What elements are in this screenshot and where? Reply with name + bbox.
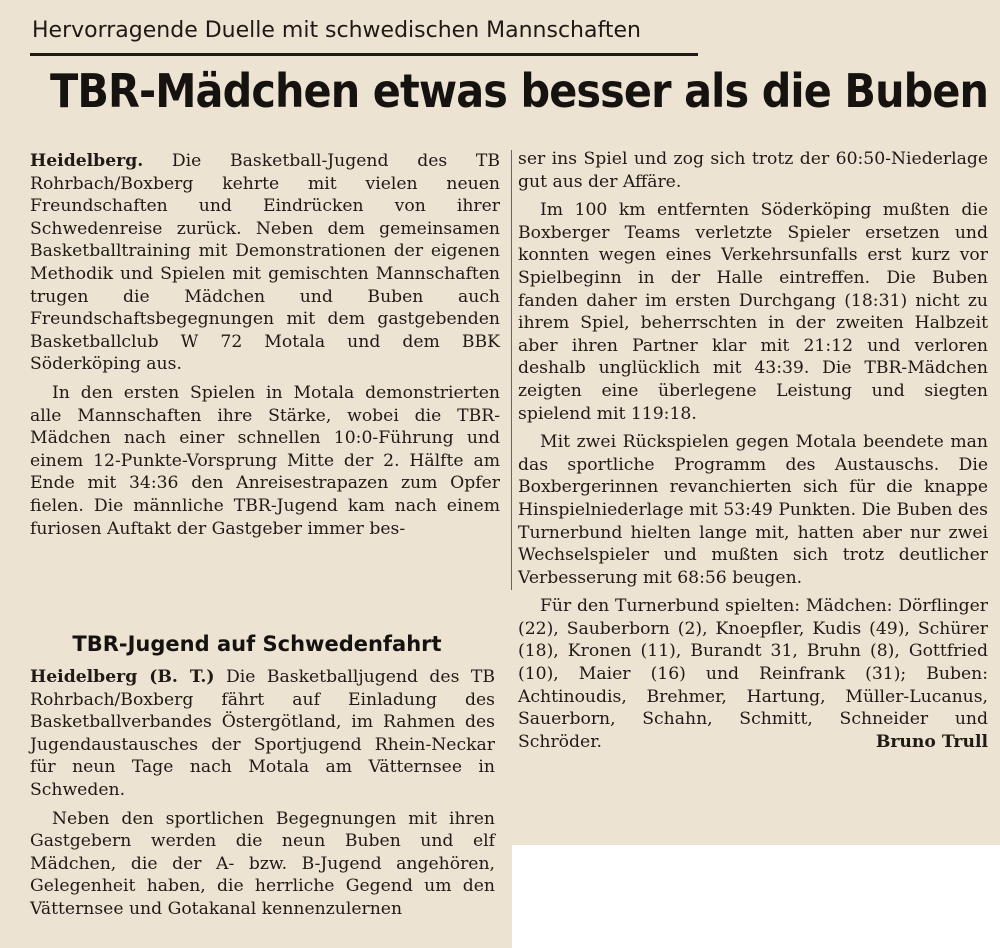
brief-headline: TBR-Jugend auf Schwedenfahrt: [72, 632, 442, 656]
article-paragraph: ser ins Spiel und zog sich trotz der 60:50-Niederlage gut aus der Affäre.: [518, 149, 988, 192]
article-paragraph: Heidelberg. Die Basketball-Jugend des TB Rohrbach/Boxberg kehrte mit vielen neuen Freundschaften und Eindrücken von ihrer Schwedenreise zurück. Neben dem gemeinsamen Basketballtraining mit Demonstrationen der eigenen Methodik und Spielen mit gemischten Mannschaften trugen die Mädchen und Buben auch Freundschaftsbegegnungen mit dem gastgebenden Basketballclub W 72 Motala und dem BBK Söderköping aus.: [30, 151, 500, 375]
brief-dateline: Heidelberg (B. T.): [30, 667, 215, 687]
kicker: Hervorragende Duelle mit schwedischen Mannschaften: [32, 18, 641, 43]
author-signature: Bruno Trull: [875, 731, 988, 752]
brief-article-body: [30, 666, 495, 921]
article-column-left: [30, 150, 500, 540]
article-paragraph: Im 100 km entfernten Söderköping mußten die Boxberger Teams verletzte Spieler ersetzen und konnten wegen eines Verkehrsunfalls erst kurz vor Spielbeginn in der Halle eintreffen. Die Buben fanden daher im ersten Durchgang (18:31) nicht zu ihrem Spiel, beherrschten in der zweiten Halbzeit aber ihren Partner klar mit 21:12 und verloren deshalb unglücklich mit 43:39. Die TBR-Mädchen zeigten eine überlegene Leistung und siegten spielend mit 119:18.: [518, 200, 988, 424]
brief-paragraph: Heidelberg (B. T.) Die Basketballjugend des TB Rohrbach/Boxberg fährt auf Einladung des Basketballverbandes Östergötland, im Rahmen des Jugendaustausches der Sportjugend Rhein-Neckar für neun Tage nach Motala am Vätternsee in Schweden.: [30, 667, 495, 800]
article-paragraph: In den ersten Spielen in Motala demonstrierten alle Mannschaften ihre Stärke, wobei die TBR-Mädchen nach einer schnellen 10:0-Führung und einem 12-Punkte-Vorsprung Mitte der 2. Hälfte am Ende mit 34:36 den Anreisestrapazen zum Opfer fielen. Die männliche TBR-Jugend kam nach einem furiosen Auftakt der Gastgeber immer bes-: [30, 382, 500, 539]
dateline: Heidelberg.: [30, 151, 144, 171]
article-column-right: [518, 148, 988, 753]
article-paragraph: Für den Turnerbund spielten: Mädchen: Dörflinger (22), Sauberborn (2), Knoepfler, Kudis (49), Schürer (18), Kronen (11), Burandt 31, Bruhn (8), Gottfried (10), Maier (16) und Reinfrank (31); Buben: Achtinoudis, Brehmer, Hartung, Müller-Lucanus, Sauerborn, Schahn, Schmitt, Schneider und Schröder.: [518, 596, 988, 752]
article-paragraph: Mit zwei Rückspielen gegen Motala beendete man das sportliche Programm des Austauschs. Die Boxbergerinnen revanchierten sich für die knappe Hinspielniederlage mit 53:49 Punkten. Die Buben des Turnerbund hielten lange mit, hatten aber nur zwei Wechselspieler und mußten sich trotz deutlicher Verbesserung mit 68:56 beugen.: [518, 432, 988, 588]
brief-paragraph: Neben den sportlichen Begegnungen mit ihren Gastgebern werden die neun Buben und elf Mädchen, die der A- bzw. B-Jugend angehören, Gelegenheit haben, die herrliche Gegend um den Vätternsee und Gotakanal kennenzulernen: [30, 808, 495, 919]
column-rule: [511, 150, 512, 590]
headline: TBR-Mädchen etwas besser als die Buben: [50, 64, 989, 118]
kicker-rule: [30, 53, 698, 56]
